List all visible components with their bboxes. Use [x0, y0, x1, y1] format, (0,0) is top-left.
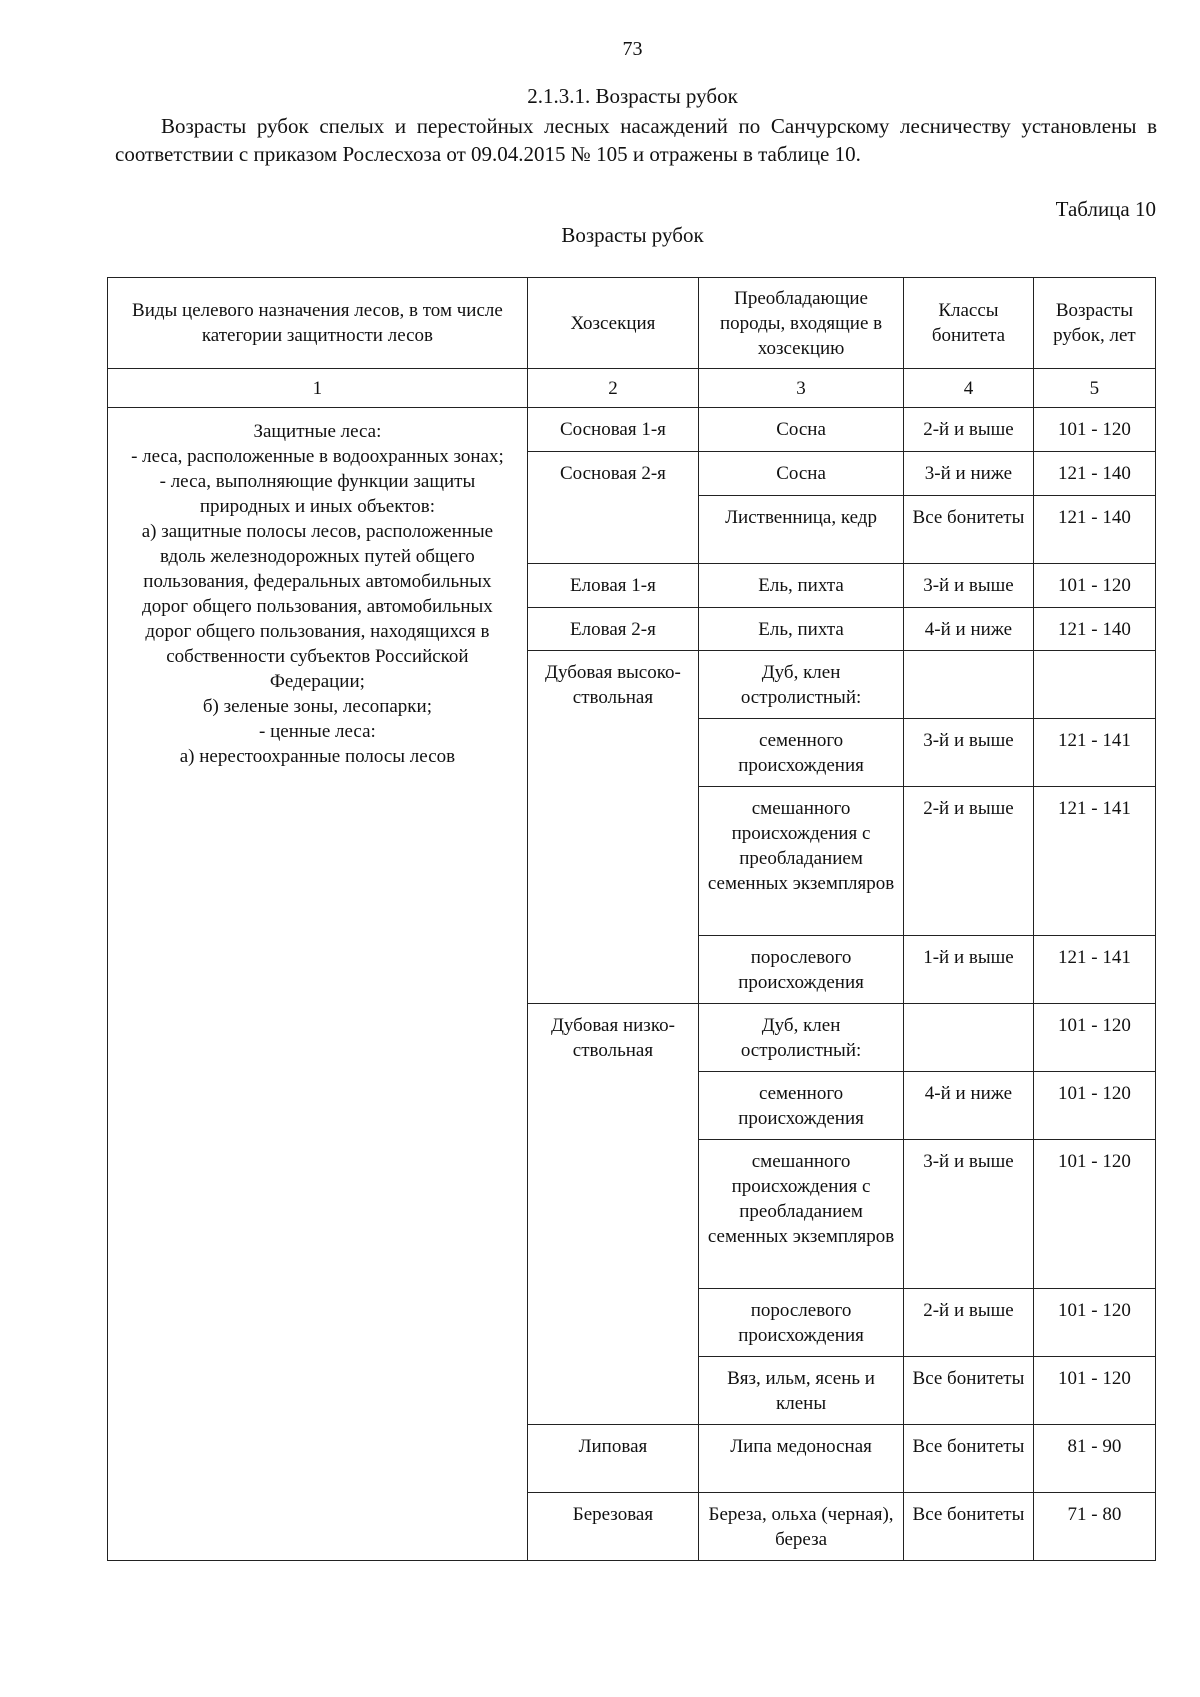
species-cell: Вяз, ильм, ясень и клены [699, 1357, 904, 1425]
class-cell: Все бонитеты [904, 1357, 1034, 1425]
age-cell [1033, 651, 1155, 719]
header-cell: Хозсекция [527, 278, 698, 369]
age-cell: 101 - 120 [1033, 408, 1155, 452]
column-number: 5 [1033, 369, 1155, 408]
species-cell: Липа медоносная [699, 1425, 904, 1493]
species-cell: Лиственница, кедр [699, 496, 904, 564]
species-cell: Дуб, клен остролистный: [699, 1004, 904, 1072]
section-cell: Липовая [527, 1425, 698, 1493]
purpose-line: а) нерестоохранные полосы лесов [179, 746, 456, 767]
species-cell: порослевого происхождения [699, 936, 904, 1004]
header-cell: Возрасты рубок, лет [1033, 278, 1155, 369]
section-cell: Дубовая низко-ствольная [527, 1004, 698, 1425]
species-cell: Сосна [699, 452, 904, 496]
species-cell: Дуб, клен остролистный: [699, 651, 904, 719]
species-cell: семенного происхождения [699, 719, 904, 787]
age-cell: 71 - 80 [1033, 1493, 1155, 1561]
class-cell: 1-й и выше [904, 936, 1034, 1004]
header-cell: Виды целевого назначения лесов, в том числе категории защитности лесов [108, 278, 528, 369]
age-cell: 121 - 140 [1033, 452, 1155, 496]
class-cell [904, 1004, 1034, 1072]
species-cell: Ель, пихта [699, 564, 904, 608]
section-cell: Еловая 2-я [527, 608, 698, 651]
species-cell: семенного происхождения [699, 1072, 904, 1140]
purpose-line: - леса, расположенные в водоохранных зонах; [131, 446, 504, 467]
intro-paragraph: Возрасты рубок спелых и перестойных лесных насаждений по Санчурскому лесничеству установлены в соответствии с приказом Рослесхоза от 09.04.2015 № 105 и отражены в таблице 10. [115, 114, 1157, 166]
class-cell: Все бонитеты [904, 1493, 1034, 1561]
age-cell: 121 - 141 [1033, 787, 1155, 936]
class-cell: 2-й и выше [904, 787, 1034, 936]
class-cell: 4-й и ниже [904, 1072, 1034, 1140]
section-cell: Березовая [527, 1493, 698, 1561]
age-cell: 81 - 90 [1033, 1425, 1155, 1493]
table-header-row [108, 278, 1156, 369]
species-cell: смешанного происхождения с преобладанием семенных экземпляров [699, 787, 904, 936]
purpose-line: а) защитные полосы лесов, расположенные вдоль железнодорожных путей общего пользования, федеральных автомобильных дорог общего пользования, автомобильных дорог общего пользования, находящихся в собственности субъектов Российской Федерации; [141, 521, 494, 692]
age-cell: 121 - 141 [1033, 936, 1155, 1004]
age-cell: 101 - 120 [1033, 1072, 1155, 1140]
table-number: Таблица 10 [1055, 197, 1156, 221]
class-cell: 4-й и ниже [904, 608, 1034, 651]
section-heading: 2.1.3.1. Возрасты рубок [527, 84, 738, 108]
species-cell: смешанного происхождения с преобладанием семенных экземпляров [699, 1140, 904, 1289]
page-number: 73 [622, 38, 643, 60]
cutting-age-table [107, 277, 1156, 1561]
table-title: Возрасты рубок [561, 223, 704, 247]
class-cell [904, 651, 1034, 719]
purpose-line: Защитные леса: [253, 421, 382, 442]
class-cell: Все бонитеты [904, 1425, 1034, 1493]
age-cell: 101 - 120 [1033, 1357, 1155, 1425]
purpose-line: - ценные леса: [259, 721, 376, 742]
class-cell: 2-й и выше [904, 408, 1034, 452]
class-cell: 2-й и выше [904, 1289, 1034, 1357]
column-number: 3 [699, 369, 904, 408]
species-cell: Ель, пихта [699, 608, 904, 651]
class-cell: 3-й и ниже [904, 452, 1034, 496]
age-cell: 121 - 140 [1033, 496, 1155, 564]
table-row [108, 408, 1156, 452]
age-cell: 101 - 120 [1033, 564, 1155, 608]
species-cell: порослевого происхождения [699, 1289, 904, 1357]
column-number: 1 [108, 369, 528, 408]
column-number: 2 [527, 369, 698, 408]
age-cell: 101 - 120 [1033, 1289, 1155, 1357]
column-number-row [108, 369, 1156, 408]
section-cell: Еловая 1-я [527, 564, 698, 608]
section-cell: Сосновая 2-я [527, 452, 698, 564]
age-cell: 101 - 120 [1033, 1004, 1155, 1072]
purpose-line: б) зеленые зоны, лесопарки; [202, 696, 432, 717]
class-cell: 3-й и выше [904, 1140, 1034, 1289]
purpose-line: - леса, выполняющие функции защиты природных и иных объектов: [159, 471, 476, 517]
class-cell: Все бонитеты [904, 496, 1034, 564]
section-cell: Сосновая 1-я [527, 408, 698, 452]
age-cell: 121 - 140 [1033, 608, 1155, 651]
species-cell: Сосна [699, 408, 904, 452]
age-cell: 101 - 120 [1033, 1140, 1155, 1289]
header-cell: Классы бонитета [904, 278, 1034, 369]
species-cell: Береза, ольха (черная), береза [699, 1493, 904, 1561]
forest-purpose-cell [108, 408, 528, 1561]
column-number: 4 [904, 369, 1034, 408]
header-cell: Преобладающие породы, входящие в хозсекцию [699, 278, 904, 369]
class-cell: 3-й и выше [904, 719, 1034, 787]
section-cell: Дубовая высоко-ствольная [527, 651, 698, 1004]
class-cell: 3-й и выше [904, 564, 1034, 608]
age-cell: 121 - 141 [1033, 719, 1155, 787]
